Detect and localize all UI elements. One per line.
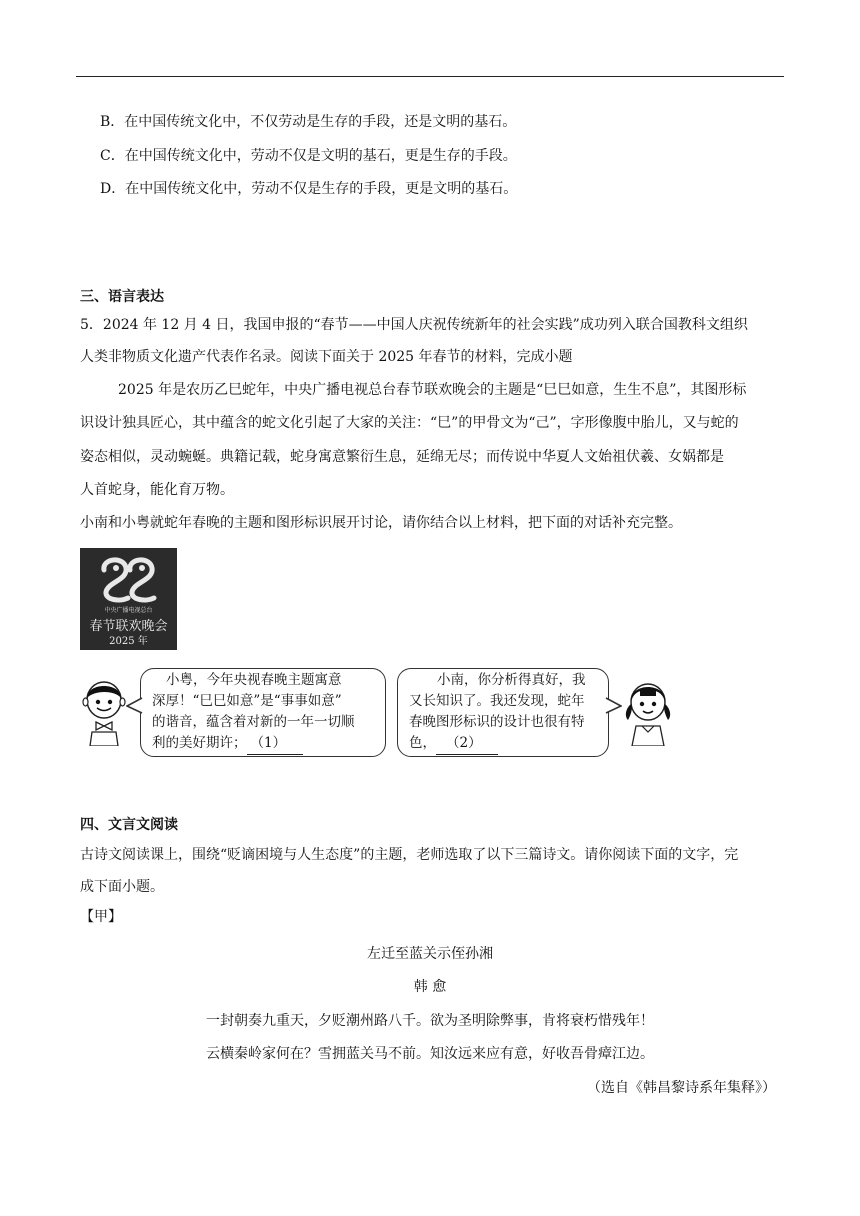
intro-text: 成下面小题。 — [80, 879, 164, 895]
dialog-text: 利的美好期许； — [152, 735, 247, 751]
blank-label: （1） — [250, 735, 287, 751]
dialog-text: 色， — [409, 735, 436, 751]
boy-icon — [82, 676, 126, 746]
option-b: B．在中国传统文化中，不仅劳动是生存的手段，还是文明的基石。 — [100, 114, 517, 130]
dialog-line — [152, 733, 303, 755]
poem-line: 云横秦岭家何在？雪拥蓝关马不前。知汝远来应有意，好收吾骨瘴江边。 — [206, 1046, 654, 1062]
intro-text: 古诗文阅读课上，围绕“贬谪困境与人生态度”的主题，老师选取了以下三篇诗文。请你阅读下面的文字，完 — [80, 847, 739, 863]
dialog-line: 又长知识了。我还发现，蛇年 — [409, 693, 585, 709]
logo-year: 2025 年 — [109, 636, 148, 647]
material-line: 人首蛇身，能化育万物。 — [80, 482, 234, 498]
dialog-line: 小南，你分析得真好，我 — [437, 672, 586, 688]
dialog-line: 小粤，今年央视春晚主题寓意 — [166, 672, 342, 688]
girl-icon — [620, 676, 676, 746]
dialog-line: 深厚！“巳巳如意”是“事事如意” — [152, 693, 342, 709]
header-rule — [76, 76, 784, 77]
option-d: D．在中国传统文化中，劳动不仅是生存的手段，更是文明的基石。 — [100, 181, 518, 197]
question-text: 5．2024 年 12 月 4 日，我国申报的“春节——中国人庆祝传统新年的社会实践”成功列入联合国教科文组织 — [80, 317, 748, 333]
poem-source: （选自《韩昌黎诗系年集释》） — [587, 1080, 776, 1096]
question-text: 人类非物质文化遗产代表作名录。阅读下面关于 2025 年春节的材料，完成小题 — [80, 349, 573, 365]
dialog-line: 春晚图形标识的设计也很有特 — [409, 714, 585, 730]
dialog-line — [409, 733, 498, 755]
answer-blank-1 — [247, 733, 303, 755]
snake-logo-icon — [80, 548, 177, 608]
material-line: 2025 年是农历乙巳蛇年，中央广播电视总台春节联欢晚会的主题是“巳巳如意，生生不息”，其图形标 — [118, 382, 747, 398]
poem-author: 韩 愈 — [413, 979, 447, 995]
logo-subtitle: 中央广播电视总台 — [104, 607, 153, 614]
passage-label: 【甲】 — [80, 909, 122, 925]
poem-line: 一封朝奏九重天，夕贬潮州路八千。欲为圣明除弊事，肯将衰朽惜残年！ — [206, 1013, 654, 1029]
material-line: 姿态相似，灵动蜿蜒。典籍记载，蛇身寓意繁衍生息，延绵无尽；而传说中华夏人文始祖伏羲、女娲都是 — [80, 449, 724, 465]
material-line: 识设计独具匠心，其中蕴含的蛇文化引起了大家的关注：“巳”的甲骨文为“己”，字形像腹中胎儿，又与蛇的 — [80, 415, 739, 431]
section-heading: 三、语言表达 — [80, 289, 164, 305]
answer-blank-2 — [436, 733, 498, 755]
gala-logo-image — [80, 548, 177, 650]
poem-title: 左迁至蓝关示侄孙湘 — [367, 946, 493, 962]
blank-label: （2） — [446, 735, 482, 751]
section-heading: 四、文言文阅读 — [80, 817, 178, 833]
option-c: C．在中国传统文化中，劳动不仅是文明的基石，更是生存的手段。 — [100, 148, 517, 164]
prompt-text: 小南和小粤就蛇年春晚的主题和图形标识展开讨论，请你结合以上材料，把下面的对话补充完整。 — [80, 515, 682, 531]
logo-title: 春节联欢晚会 — [89, 619, 168, 634]
bubble-tail-left-icon — [126, 696, 144, 716]
dialog-line: 的谐音，蕴含着对新的一年一切顺 — [152, 714, 355, 730]
